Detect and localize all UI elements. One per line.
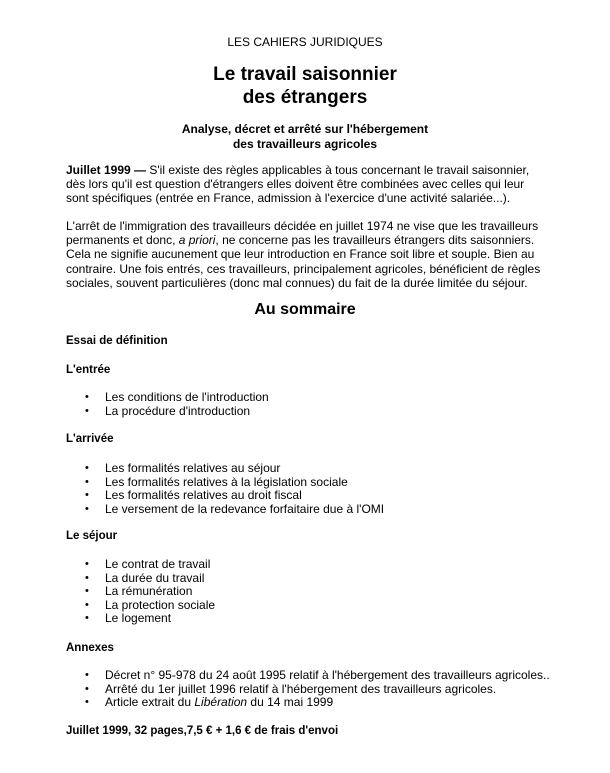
bullet-icon: • — [85, 404, 89, 417]
list-item-text: Le contrat de travail — [105, 557, 211, 571]
intro-text-2-italic: a priori — [178, 233, 216, 248]
bullet-icon: • — [85, 571, 89, 584]
bullet-icon: • — [85, 558, 89, 570]
title-line-2: des étrangers — [242, 87, 368, 108]
list-item-text: La rémunération — [105, 584, 193, 599]
bullet-icon: • — [85, 669, 89, 681]
list-item-text: Le versement de la redevance forfaitaire due à l'OMI — [105, 501, 385, 516]
newspaper-name: Libération — [194, 695, 248, 710]
list-item-text: Le logement — [105, 611, 172, 626]
list-item — [66, 585, 215, 599]
section-heading-annexes: Annexes — [66, 642, 114, 654]
bullet-icon: • — [85, 598, 89, 611]
list-item — [66, 683, 550, 697]
list-annexes — [66, 669, 550, 710]
bullet-icon: • — [85, 502, 89, 515]
list-item-text: Les formalités relatives au droit fiscal — [105, 488, 302, 503]
list-item-text: La protection sociale — [105, 597, 216, 612]
list-item — [66, 669, 550, 683]
list-item-text: Les formalités relatives à la législation sociale — [105, 474, 348, 489]
bullet-icon: • — [85, 585, 89, 598]
section-heading-definition: Essai de définition — [66, 335, 168, 347]
intro-text-1: S'il existe des règles applicables à tous concernant le travail saisonnier, dès lors qu'il est question d'étrangers elles doivent être combinées avec celles qui leur sont spécifiques (entrée en France, admission à l'exercice d'une activité salariée...). — [66, 163, 530, 206]
list-item — [66, 599, 215, 613]
list-item — [66, 558, 215, 572]
bullet-icon: • — [85, 612, 89, 625]
section-heading-arrivee: L'arrivée — [66, 433, 114, 445]
list-item — [66, 572, 215, 586]
list-item — [66, 612, 215, 626]
document-subtitle — [0, 122, 610, 152]
intro-paragraph-1 — [66, 163, 546, 206]
bullet-icon: • — [85, 391, 89, 403]
list-item — [66, 503, 384, 517]
list-item-text: Les conditions de l'introduction — [105, 390, 269, 404]
list-item-text: La procédure d'introduction — [105, 403, 251, 418]
bullet-icon: • — [85, 475, 89, 488]
section-heading-entree: L'entrée — [66, 364, 111, 376]
document-title — [0, 63, 610, 109]
list-item — [66, 476, 384, 490]
bullet-icon: • — [85, 696, 89, 709]
summary-title: Au sommaire — [254, 301, 356, 318]
list-arrivee — [66, 462, 384, 516]
list-item-text: du 14 mai 1999 — [247, 695, 334, 710]
list-item — [66, 405, 269, 419]
series-label: LES CAHIERS JURIDIQUES — [227, 35, 383, 49]
list-sejour — [66, 558, 215, 626]
list-item-text: Décret n° 95-978 du 24 août 1995 relatif à l'hébergement des travailleurs agricoles.. — [105, 668, 550, 682]
bullet-icon: • — [85, 682, 89, 695]
intro-paragraph-2 — [66, 219, 546, 290]
list-item-text: Les formalités relatives au séjour — [105, 461, 281, 475]
publication-info: Juillet 1999, 32 pages,7,5 € + 1,6 € de frais d'envoi — [66, 725, 339, 737]
subtitle-line-2: des travailleurs agricoles — [232, 137, 378, 151]
list-entree — [66, 391, 269, 418]
intro-text-2b: , ne concerne pas les travailleurs étrangers dits saisonniers. Cela ne signifie aucunement que leur introduction en France soit libre et souple. Bien au contraire. Une fois entrés, ces travailleurs, principalement agricoles, bénéficient de règles sociales, souvent particulières (donc mal connues) du fait de la durée limitée du séjour. — [66, 233, 541, 290]
intro-date: Juillet 1999 — — [66, 163, 147, 177]
subtitle-line-1: Analyse, décret et arrêté sur l'hébergement — [181, 122, 429, 136]
list-item — [66, 489, 384, 503]
intro-text-2a: L'arrêt de l'immigration des travailleurs décidée en juillet 1974 ne vise que les travailleurs permanents et donc, — [66, 219, 539, 248]
section-heading-sejour: Le séjour — [66, 530, 118, 542]
bullet-icon: • — [85, 489, 89, 502]
list-item-text: Article extrait du — [105, 695, 195, 710]
list-item — [66, 391, 269, 405]
bullet-icon: • — [85, 462, 89, 474]
title-line-1: Le travail saisonnier — [213, 64, 397, 85]
list-item — [66, 462, 384, 476]
list-item-text: Arrêté du 1er juillet 1996 relatif à l'hébergement des travailleurs agricoles. — [105, 681, 497, 696]
list-item — [66, 696, 550, 710]
list-item-text: La durée du travail — [105, 570, 205, 585]
